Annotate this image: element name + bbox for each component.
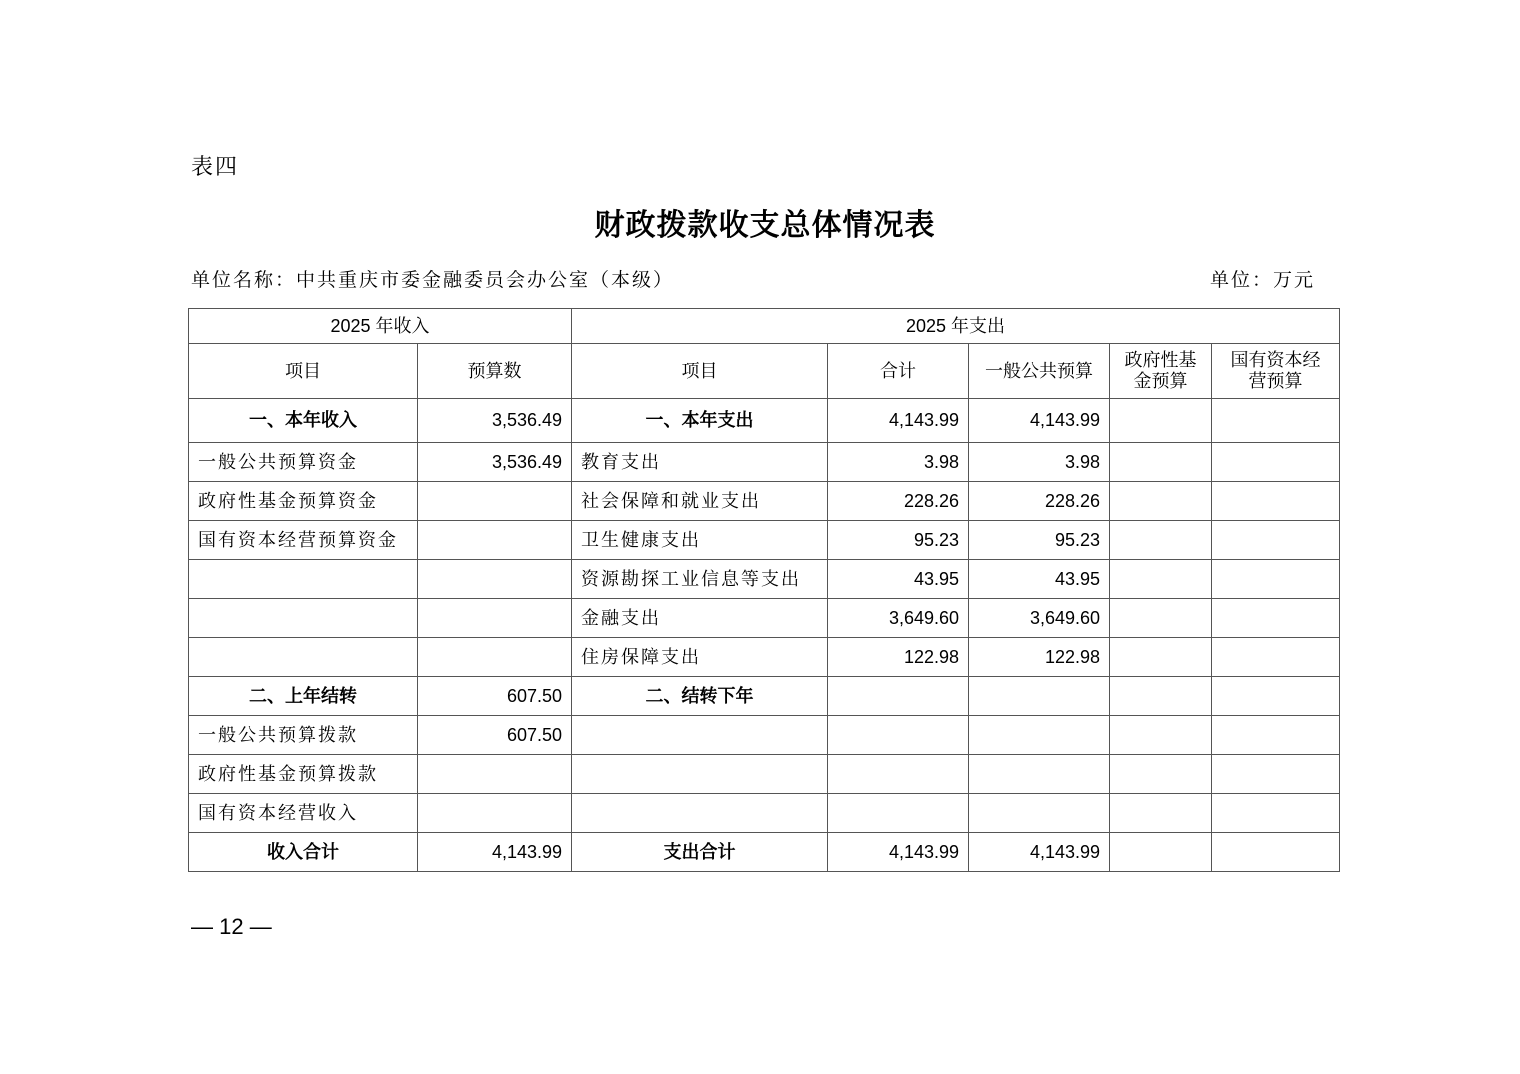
col-expense-item: 项目 [572,344,828,399]
income-value-cell [418,755,572,794]
income-group-header: 2025 年收入 [189,309,572,344]
income-item-cell [189,638,418,677]
expense-item-cell [572,716,828,755]
gov-fund-cell [1110,638,1212,677]
total-cell: 95.23 [828,521,969,560]
table-row [189,833,1340,872]
gov-fund-cell [1110,794,1212,833]
soe-cell [1212,638,1340,677]
income-item-cell: 一、本年收入 [189,399,418,443]
table-row [189,560,1340,599]
income-value-cell [418,599,572,638]
general-budget-cell [969,677,1110,716]
general-budget-cell: 95.23 [969,521,1110,560]
soe-cell [1212,599,1340,638]
gov-fund-cell [1110,677,1212,716]
expense-item-cell [572,755,828,794]
expense-item-cell: 二、结转下年 [572,677,828,716]
general-budget-cell [969,755,1110,794]
gov-fund-cell [1110,833,1212,872]
col-gov-fund-budget: 政府性基金预算 [1110,344,1212,399]
page-number: — 12 — [191,914,272,939]
income-item-cell [189,599,418,638]
income-item-cell: 一般公共预算拨款 [189,716,418,755]
col-total: 合计 [828,344,969,399]
soe-cell [1212,560,1340,599]
general-budget-cell [969,716,1110,755]
table-row [189,399,1340,443]
gov-fund-cell [1110,443,1212,482]
expense-item-cell: 金融支出 [572,599,828,638]
total-cell: 3,649.60 [828,599,969,638]
income-item-cell: 国有资本经营收入 [189,794,418,833]
expense-item-cell: 资源勘探工业信息等支出 [572,560,828,599]
total-cell: 43.95 [828,560,969,599]
income-item-cell [189,560,418,599]
gov-fund-cell [1110,599,1212,638]
general-budget-cell: 3.98 [969,443,1110,482]
income-value-cell: 4,143.99 [418,833,572,872]
table-row [189,755,1340,794]
expense-item-cell: 卫生健康支出 [572,521,828,560]
expense-item-cell: 社会保障和就业支出 [572,482,828,521]
table-label: 表四 [191,155,240,180]
group-header-row [189,309,1340,344]
soe-cell [1212,755,1340,794]
col-soe-budget: 国有资本经营预算 [1212,344,1340,399]
soe-cell [1212,521,1340,560]
expense-item-cell [572,794,828,833]
expense-item-cell: 一、本年支出 [572,399,828,443]
table-row [189,482,1340,521]
general-budget-cell: 43.95 [969,560,1110,599]
expense-item-cell: 教育支出 [572,443,828,482]
table-row [189,521,1340,560]
gov-fund-cell [1110,560,1212,599]
total-cell [828,677,969,716]
income-value-cell: 3,536.49 [418,443,572,482]
soe-cell [1212,716,1340,755]
soe-cell [1212,399,1340,443]
expense-item-cell: 住房保障支出 [572,638,828,677]
unit-label: 单位：万元 [1210,269,1316,291]
income-item-cell: 一般公共预算资金 [189,443,418,482]
general-budget-cell: 228.26 [969,482,1110,521]
col-general-budget: 一般公共预算 [969,344,1110,399]
total-cell [828,716,969,755]
fiscal-table [188,308,1340,872]
table-row [189,716,1340,755]
total-cell [828,755,969,794]
general-budget-cell: 4,143.99 [969,833,1110,872]
total-cell: 4,143.99 [828,833,969,872]
gov-fund-cell [1110,716,1212,755]
income-item-cell: 国有资本经营预算资金 [189,521,418,560]
table-row [189,599,1340,638]
general-budget-cell: 3,649.60 [969,599,1110,638]
table-row [189,638,1340,677]
income-item-cell: 二、上年结转 [189,677,418,716]
income-item-cell: 收入合计 [189,833,418,872]
income-item-cell: 政府性基金预算资金 [189,482,418,521]
income-value-cell [418,560,572,599]
income-value-cell: 3,536.49 [418,399,572,443]
table-row [189,677,1340,716]
expense-item-cell: 支出合计 [572,833,828,872]
gov-fund-cell [1110,399,1212,443]
total-cell: 122.98 [828,638,969,677]
general-budget-cell: 122.98 [969,638,1110,677]
total-cell: 3.98 [828,443,969,482]
income-value-cell: 607.50 [418,716,572,755]
income-value-cell [418,794,572,833]
soe-cell [1212,794,1340,833]
total-cell: 228.26 [828,482,969,521]
income-item-cell: 政府性基金预算拨款 [189,755,418,794]
soe-cell [1212,482,1340,521]
table-row [189,794,1340,833]
gov-fund-cell [1110,755,1212,794]
expense-group-header: 2025 年支出 [572,309,1340,344]
income-value-cell [418,521,572,560]
general-budget-cell: 4,143.99 [969,399,1110,443]
soe-cell [1212,677,1340,716]
col-income-item: 项目 [189,344,418,399]
soe-cell [1212,833,1340,872]
col-income-budget: 预算数 [418,344,572,399]
unit-name: 单位名称：中共重庆市委金融委员会办公室（本级） [191,269,675,291]
page-title: 财政拨款收支总体情况表 [594,208,936,243]
column-header-row [189,344,1340,399]
table-row [189,443,1340,482]
soe-cell [1212,443,1340,482]
income-value-cell [418,482,572,521]
income-value-cell [418,638,572,677]
total-cell: 4,143.99 [828,399,969,443]
income-value-cell: 607.50 [418,677,572,716]
gov-fund-cell [1110,521,1212,560]
general-budget-cell [969,794,1110,833]
gov-fund-cell [1110,482,1212,521]
total-cell [828,794,969,833]
